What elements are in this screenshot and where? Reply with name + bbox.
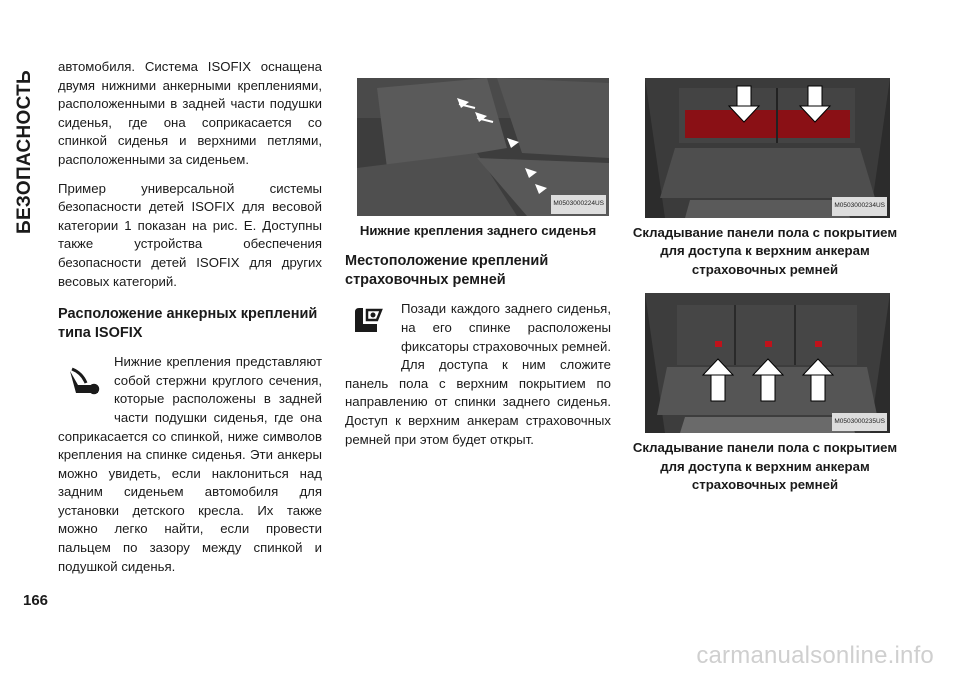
isofix-anchor-icon [58,353,114,409]
paragraph: автомобиля. Система ISOFIX оснащена двумя нижними анкерными креплениями, расположенными в задней части подушки сиденья, где она соприкасается со спинкой сиденья и верхними петлями, расположенными за сиденьем. [58,59,322,167]
cargo-panel-folded-figure [645,78,890,218]
column-1 [58,58,322,576]
rear-seat-anchors-figure [357,78,609,216]
figure-id: M0503000234US [832,197,887,216]
section-tab-label: БЕЗОПАСНОСТЬ [14,70,35,234]
figure-id: M0503000235US [832,413,887,432]
section-heading: Местоположение креплений страховочных ремней [345,253,549,289]
paragraph: Нижние крепления представляют собой стержни круглого сечения, которые расположены в задней части подушки сиденья, где она соприкасается со спинкой, ниже символов крепления на спинке сиденья. Эти анкеры можно увидеть, если наклониться над задним сиденьем автомобиля для установки детского кресла. Их также можно легко найти, если провести пальцем по зазору между спинкой и подушкой сиденья. [58,354,322,574]
paragraph: Пример универсальной системы безопасности детей ISOFIX для весовой категории 1 показан на рис. E. Доступны также устройства обеспечения безопасности детей ISOFIX для других весовых категорий. [58,180,322,289]
watermark: carmanualsonline.info [696,642,934,669]
column-2 [345,58,611,449]
section-heading: Расположение анкерных креплений типа ISOFIX [58,306,318,342]
paragraph: Позади каждого заднего сиденья, на его спинке расположены фиксаторы страховочных ремней. Для доступа к ним сложите панель пола с верхним покрытием по направлению от спинки заднего сиденья. Доступ к верхним анкерам страховочных ремней при этом будет открыт. [345,301,611,447]
page-number: 166 [23,592,49,609]
icon-paragraph [345,300,611,449]
cargo-panel-access-figure [645,293,890,433]
child-seat-tether-icon [345,300,401,356]
figure-caption: Нижние крепления заднего сиденья [359,223,597,238]
figure-id: M0503000224US [551,195,606,214]
column-3 [625,58,905,494]
section-tab [12,68,38,236]
figure-caption: Складывание панели пола с покрытием для доступа к верхним анкерам страховочных ремней [632,225,898,277]
figure-caption: Складывание панели пола с покрытием для доступа к верхним анкерам страховочных ремней [632,440,898,493]
icon-paragraph [58,353,322,576]
